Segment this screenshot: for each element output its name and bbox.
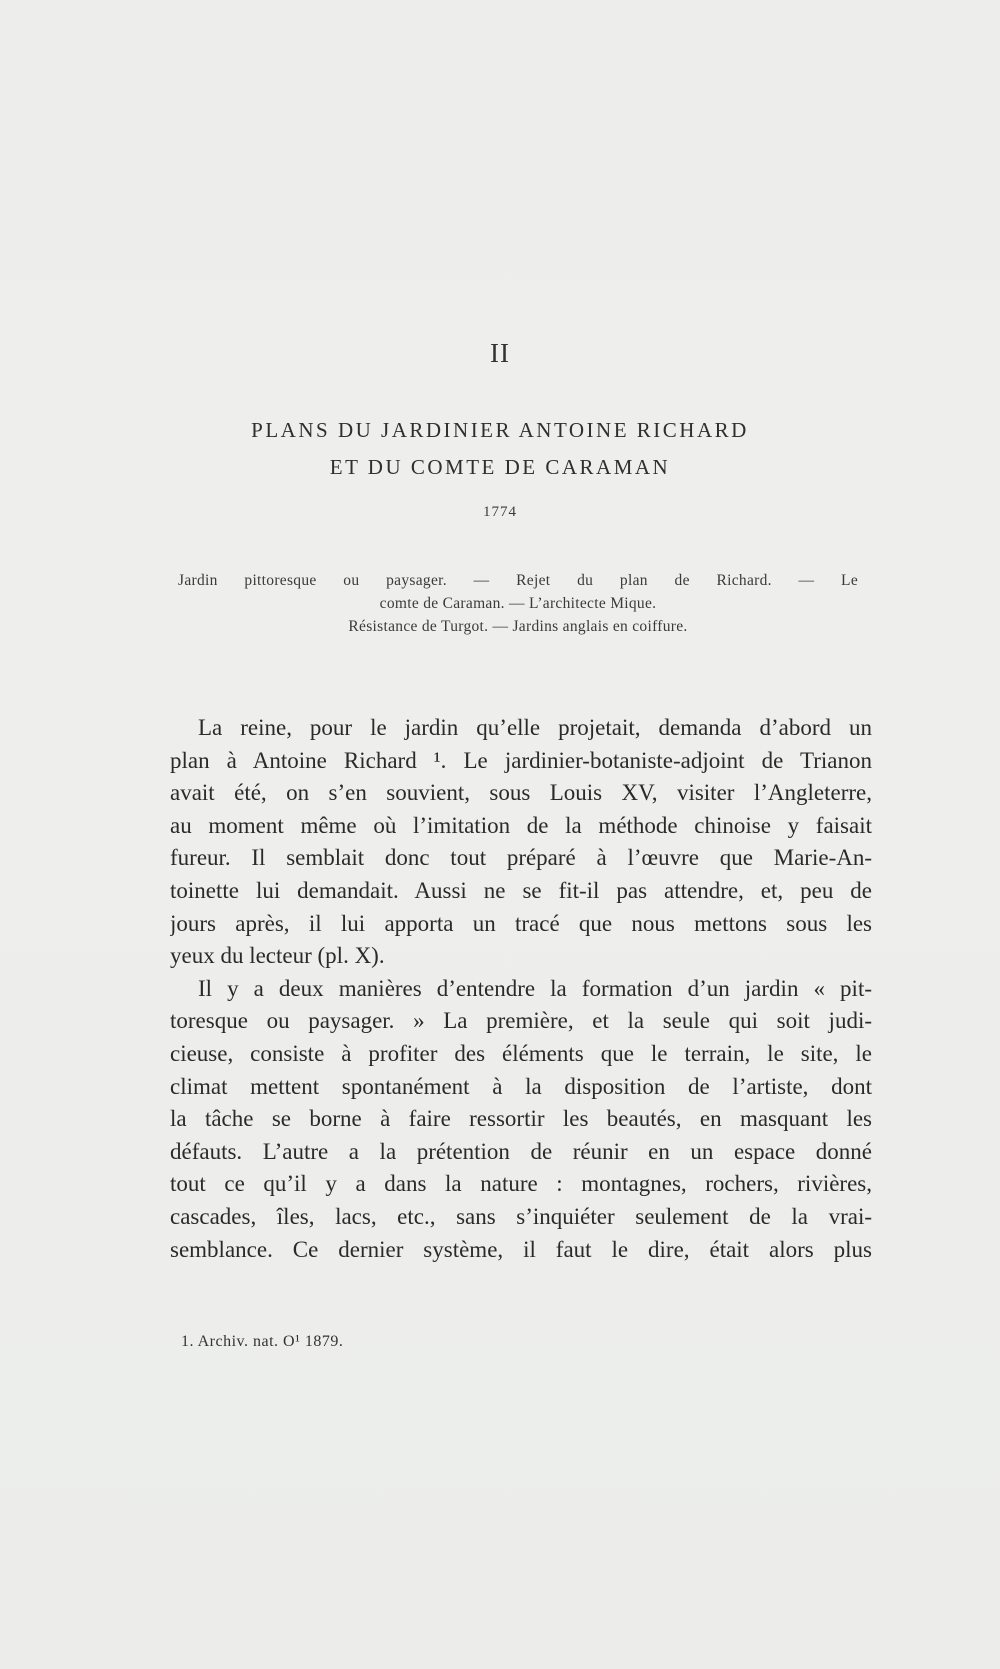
summary-line: comte de Caraman. — L’architecte Mique. — [379, 595, 657, 612]
body-line: cieuse, consiste à profiter des éléments que le terrain, le site, le — [170, 1040, 872, 1066]
chapter-title-line-1: PLANS DU JARDINIER ANTOINE RICHARD — [251, 418, 749, 442]
summary-line: Jardin pittoresque ou paysager. — Rejet du plan de Richard. — Le — [178, 572, 858, 589]
chapter-title-line-2: ET DU COMTE DE CARAMAN — [329, 455, 671, 479]
body-line: Il y a deux manières d’entendre la formation d’un jardin « pit- — [198, 975, 872, 1001]
body-line: avait été, on s’en souvient, sous Louis XV, visiter l’Angleterre, — [170, 780, 872, 806]
body-line: semblance. Ce dernier système, il faut le dire, était alors plus — [170, 1236, 872, 1262]
body-text — [170, 712, 872, 1266]
summary-line: Résistance de Turgot. — Jardins anglais en coiffure. — [348, 618, 688, 635]
body-line: yeux du lecteur (pl. X). — [170, 943, 385, 969]
chapter-year: 1774 — [483, 504, 517, 520]
body-line: climat mettent spontanément à la disposition de l’artiste, dont — [170, 1073, 872, 1099]
body-line: tout ce qu’il y a dans la nature : montagnes, rochers, rivières, — [170, 1171, 872, 1197]
body-line: jours après, il lui apporta un tracé que nous mettons sous les — [170, 910, 872, 936]
body-line: La reine, pour le jardin qu’elle projetait, demanda d’abord un — [198, 715, 872, 740]
chapter-summary — [178, 569, 858, 638]
chapter-title — [150, 412, 850, 486]
body-line: fureur. Il semblait donc tout préparé à l’œuvre que Marie-An- — [170, 845, 872, 871]
footnote: 1. Archiv. nat. O¹ 1879. — [181, 1333, 344, 1350]
body-line: cascades, îles, lacs, etc., sans s’inquiéter seulement de la vrai- — [170, 1203, 872, 1229]
body-line: défauts. L’autre a la prétention de réunir en un espace donné — [170, 1138, 872, 1164]
body-line: toinette lui demandait. Aussi ne se fit-il pas attendre, et, peu de — [170, 877, 872, 903]
body-line: plan à Antoine Richard ¹. Le jardinier-botaniste-adjoint de Trianon — [170, 747, 872, 773]
chapter-number: II — [490, 338, 510, 368]
body-line: la tâche se borne à faire ressortir les beautés, en masquant les — [170, 1106, 872, 1132]
body-line: au moment même où l’imitation de la méthode chinoise y faisait — [170, 812, 872, 838]
body-line: toresque ou paysager. » La première, et la seule qui soit judi- — [170, 1008, 872, 1034]
